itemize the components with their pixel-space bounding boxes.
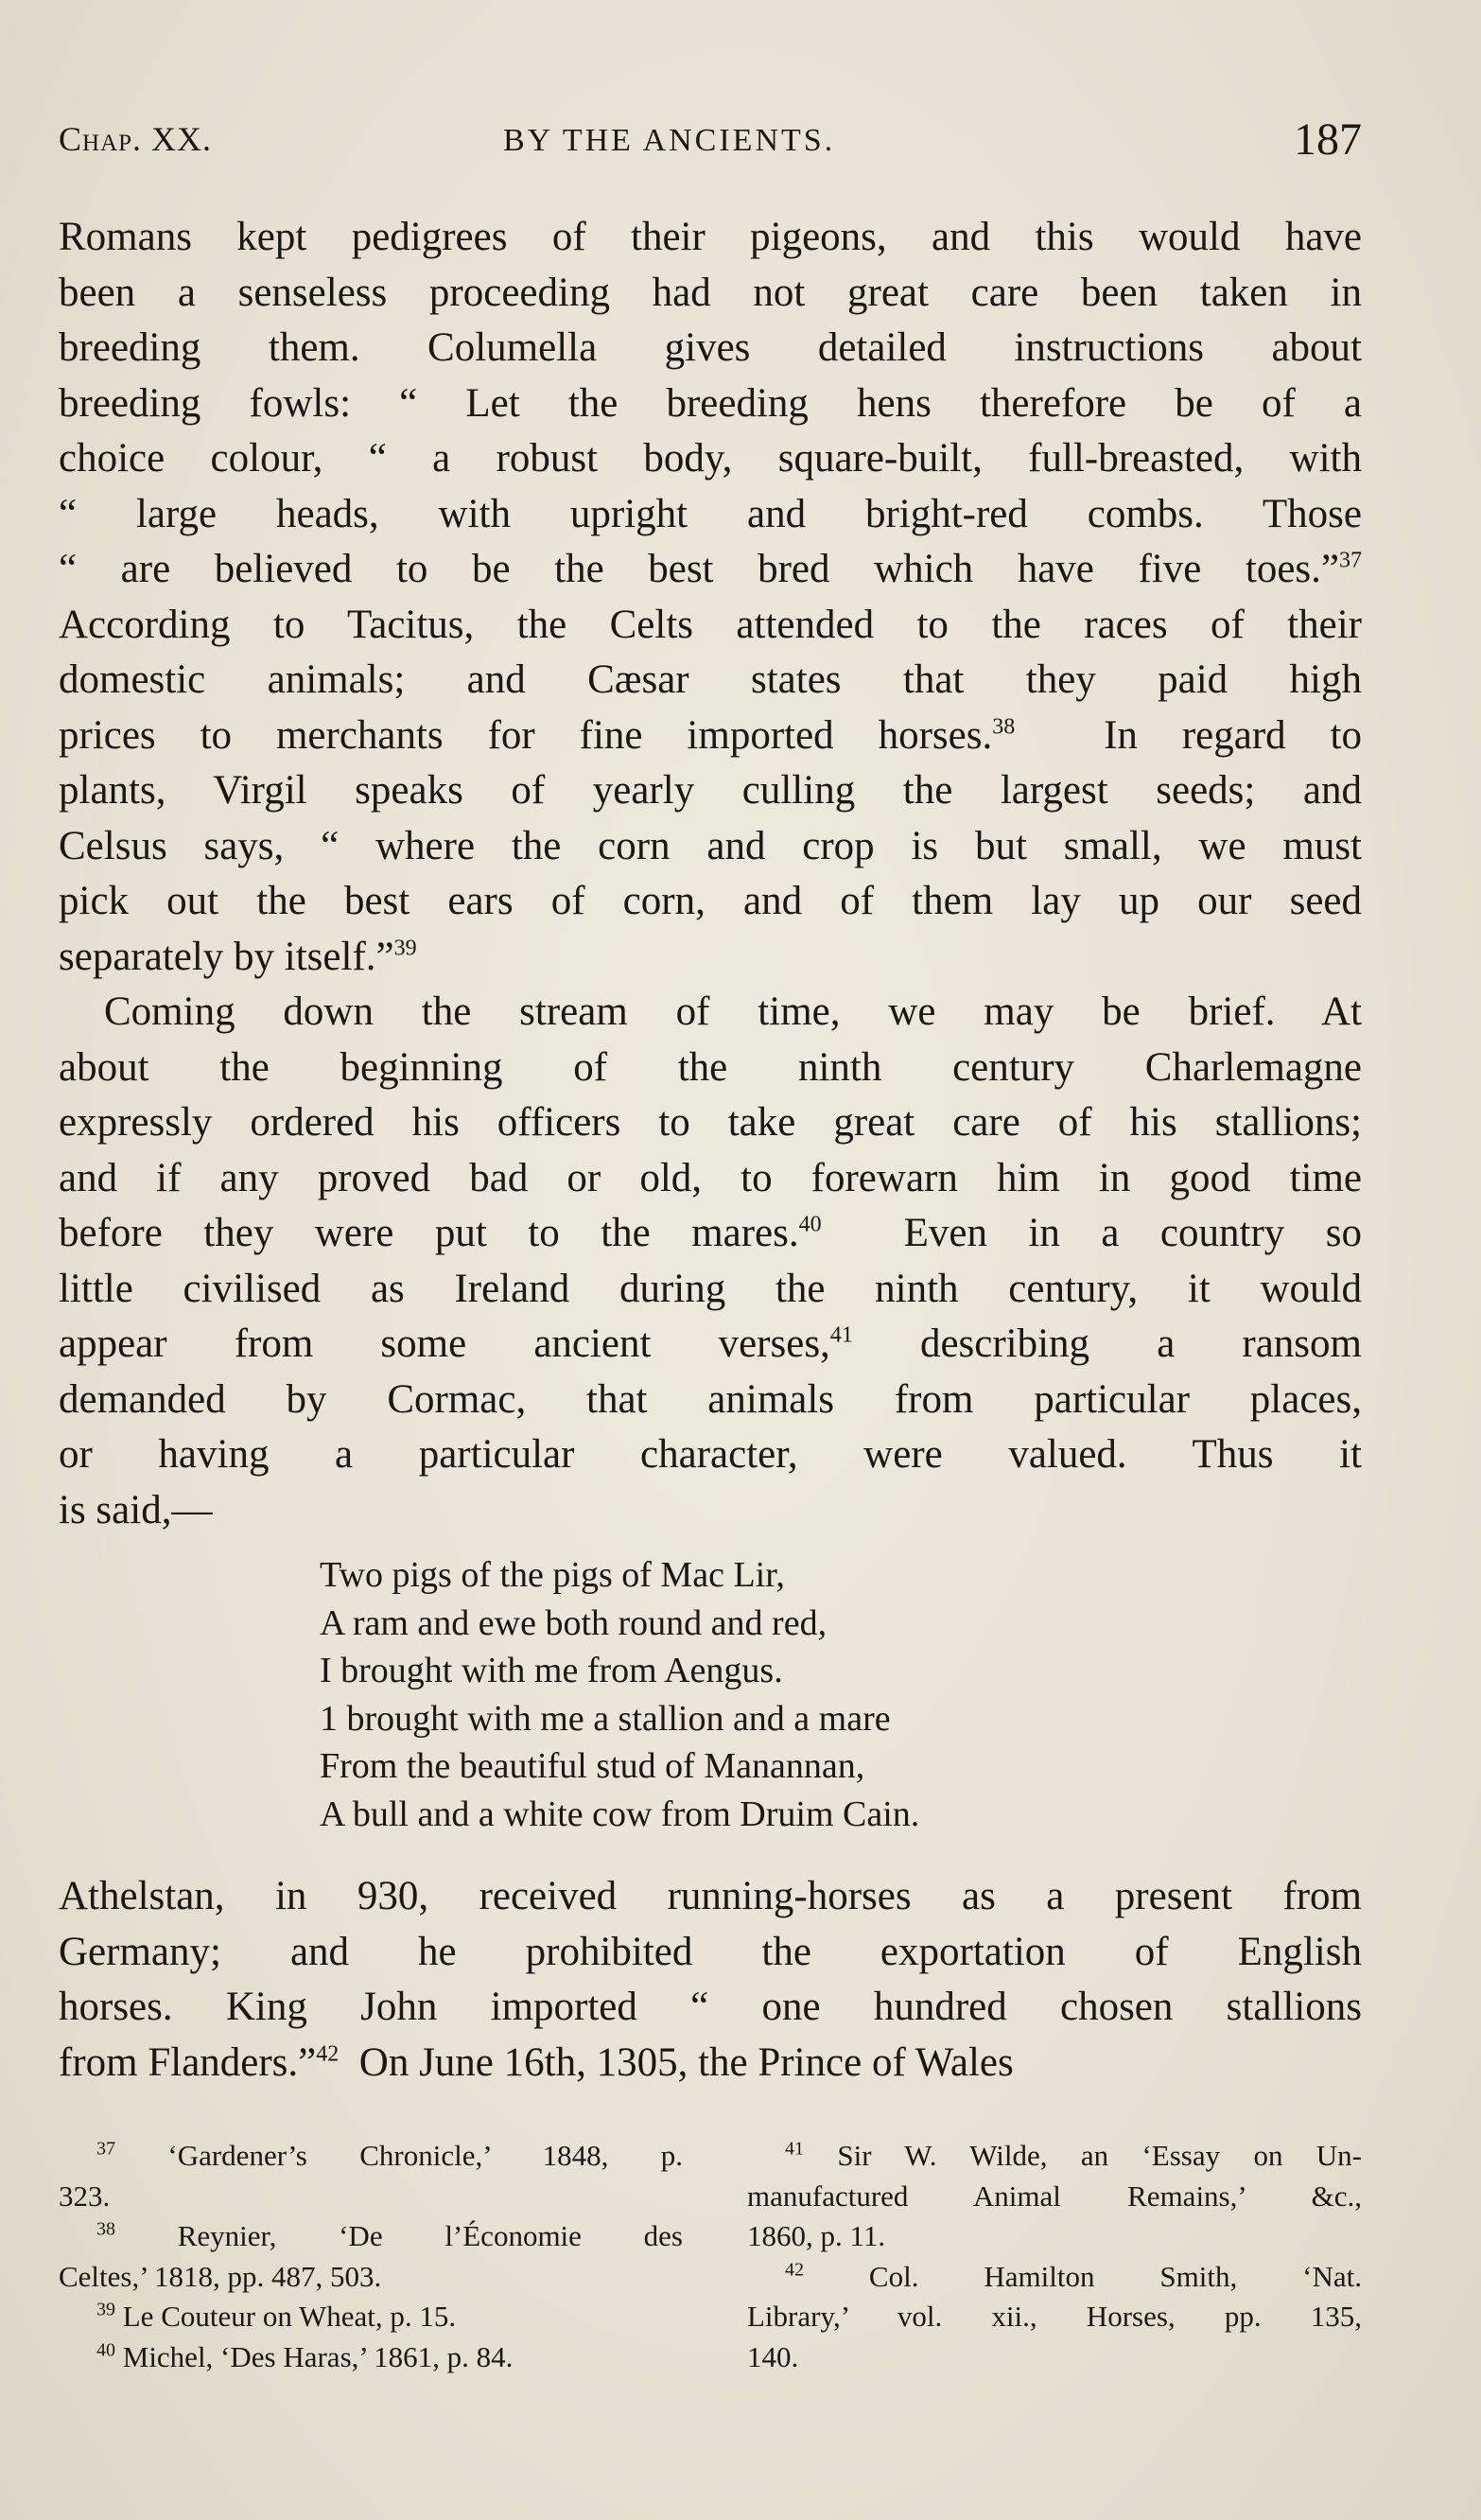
footnote-line [59, 2257, 683, 2298]
text-line [59, 763, 1362, 819]
footnote-reference: 38 [992, 714, 1016, 740]
text-line [59, 210, 1362, 266]
text-line [59, 819, 1362, 875]
text-line [59, 930, 1362, 986]
text-line [59, 1151, 1362, 1207]
footnote-line [59, 2136, 683, 2177]
footnote-line [59, 2297, 683, 2337]
line-text-continued: In regard to [1015, 712, 1363, 758]
footnote-text: Col. Hamilton Smith, ‘Nat. [868, 2259, 1362, 2293]
line-text-continued: Even in a country so [821, 1211, 1362, 1255]
footnote-reference: 40 [798, 1212, 822, 1237]
chapter-label: Chap. XX. [59, 120, 213, 158]
line-text: Germany; and he prohibited the exportation of English [59, 1929, 1362, 1974]
footnote-text: 140. [747, 2339, 799, 2373]
line-text: Coming down the stream of time, we may be brief. At [104, 989, 1362, 1034]
line-text: from Flanders.” [59, 2039, 317, 2085]
line-text: pick out the best ears of corn, and of them lay up our seed [59, 879, 1362, 923]
line-text: “ large heads, with upright and bright-red combs. Those [59, 491, 1362, 536]
line-text: separately by itself.” [59, 934, 394, 979]
footnote-text: Sir W. Wilde, an ‘Essay on Un- [837, 2139, 1362, 2172]
text-line [59, 1262, 1362, 1318]
footnote-text: 323. [59, 2179, 111, 2213]
line-text: choice colour, “ a robust body, square-built, full-breasted, with [59, 436, 1362, 481]
footnotes-right-column [747, 2136, 1362, 2377]
page-number: 187 [1294, 114, 1362, 165]
footnote-line [747, 2177, 1362, 2217]
line-text: domestic animals; and Cæsar states that they paid high [59, 657, 1362, 702]
line-text: breeding them. Columella gives detailed instructions about [59, 325, 1362, 370]
line-text: appear from some ancient verses, [59, 1321, 830, 1366]
footnote-number: 42 [785, 2259, 804, 2281]
verse-line: A bull and a white cow from Druim Cain. [320, 1794, 920, 1834]
footnote-text: Michel, ‘Des Haras,’ 1861, p. 84. [122, 2339, 514, 2373]
footnote-line [747, 2297, 1362, 2337]
line-text: before they were put to the mares. [59, 1211, 799, 1255]
line-text: about the beginning of the ninth century Charlemagne [59, 1044, 1362, 1090]
footnote-text: Reynier, ‘De l’Économie des [177, 2219, 683, 2252]
line-text: demanded by Cormac, that animals from particular places, [59, 1376, 1362, 1422]
verse-line: A ram and ewe both round and red, [320, 1602, 828, 1643]
line-text: Romans kept pedigrees of their pigeons, and this would have [59, 215, 1362, 259]
footnote-text: Celtes,’ 1818, pp. 487, 503. [59, 2259, 382, 2293]
line-text: “ are believed to be the best bred which have five toes.” [59, 547, 1339, 591]
line-text: prices to merchants for fine imported horses. [59, 712, 993, 758]
verse-quotation [320, 1551, 919, 1838]
footnote-line [747, 2337, 1362, 2378]
footnote-reference: 39 [393, 936, 417, 961]
text-line [59, 1980, 1362, 2036]
line-text: horses. King John imported “ one hundred chosen stallions [59, 1985, 1362, 2029]
text-line [59, 709, 1362, 764]
footnote-text: manufactured Animal Remains,’ &c., [747, 2179, 1362, 2213]
footnotes [59, 2136, 1362, 2382]
text-line [59, 487, 1362, 543]
text-line [59, 1427, 1362, 1483]
text-line [59, 321, 1362, 376]
text-line [59, 1317, 1362, 1373]
line-text: or having a particular character, were valued. Thus it [59, 1432, 1362, 1477]
text-line [59, 1869, 1362, 1925]
footnote-line [747, 2136, 1362, 2177]
footnotes-left-column [59, 2136, 683, 2377]
text-line [59, 1095, 1362, 1151]
line-text: expressly ordered his officers to take great care of his stallions; [59, 1100, 1362, 1145]
footnote-line [747, 2257, 1362, 2298]
line-text: plants, Virgil speaks of yearly culling the largest seeds; and [59, 768, 1362, 813]
text-line [59, 266, 1362, 322]
text-line [59, 874, 1362, 930]
line-text: According to Tacitus, the Celts attended to the races of their [59, 602, 1362, 647]
footnote-line [59, 2216, 683, 2257]
text-line [59, 376, 1362, 432]
text-line [59, 1483, 1362, 1539]
footnote-number: 39 [96, 2299, 115, 2320]
footnote-reference: 37 [1339, 548, 1362, 573]
verse-line: I brought with me from Aengus. [320, 1651, 783, 1690]
footnote-number: 40 [96, 2339, 115, 2361]
running-title: BY THE ANCIENTS. [503, 123, 836, 158]
text-line [59, 653, 1362, 709]
footnote-text: 1860, p. 11. [747, 2219, 886, 2252]
footnote-reference: 42 [316, 2041, 340, 2067]
footnote-text: ‘Gardener’s Chronicle,’ 1848, p. [167, 2139, 684, 2172]
text-line [59, 431, 1362, 487]
line-text: breeding fowls: “ Let the breeding hens therefore be of a [59, 380, 1362, 426]
line-text: Celsus says, “ where the corn and crop is but small, we must [59, 823, 1362, 868]
paragraph-2 [59, 985, 1362, 1538]
text-line [59, 1373, 1362, 1428]
text-line [59, 598, 1362, 654]
footnote-number: 38 [96, 2218, 115, 2240]
line-text: Athelstan, in 930, received running-horses as a present from [59, 1874, 1362, 1918]
body-text-lower [59, 1869, 1362, 2091]
paragraph-1 [59, 210, 1362, 985]
footnote-number: 41 [785, 2138, 804, 2160]
running-head [59, 114, 1362, 180]
footnote-number: 37 [96, 2138, 115, 2160]
text-line [59, 542, 1362, 598]
line-text: been a senseless proceeding had not great care been taken in [59, 270, 1362, 315]
line-text: little civilised as Ireland during the ninth century, it would [59, 1266, 1362, 1311]
verse-line: From the beautiful stud of Manannan, [320, 1746, 865, 1786]
paragraph-3 [59, 1869, 1362, 2091]
footnote-line [747, 2216, 1362, 2257]
line-text: is said,— [59, 1487, 213, 1532]
text-line [59, 985, 1362, 1041]
footnote-line [59, 2337, 683, 2378]
line-text: and if any proved bad or old, to forewarn him in good time [59, 1155, 1362, 1200]
body-text-upper [59, 210, 1362, 1538]
text-line [59, 1925, 1362, 1981]
verse-line: 1 brought with me a stallion and a mare [320, 1698, 891, 1739]
footnote-text: Le Couteur on Wheat, p. 15. [122, 2300, 457, 2333]
line-text-continued: describing a ransom [852, 1321, 1362, 1366]
footnote-reference: 41 [829, 1322, 853, 1348]
line-text-continued: On June 16th, 1305, the Prince of Wales [339, 2039, 1014, 2085]
text-line [59, 1041, 1362, 1096]
text-line [59, 2036, 1362, 2091]
text-line [59, 1206, 1362, 1262]
verse-line: Two pigs of the pigs of Mac Lir, [320, 1555, 785, 1595]
footnote-text: Library,’ vol. xii., Horses, pp. 135, [747, 2300, 1362, 2333]
footnote-line [59, 2177, 683, 2217]
